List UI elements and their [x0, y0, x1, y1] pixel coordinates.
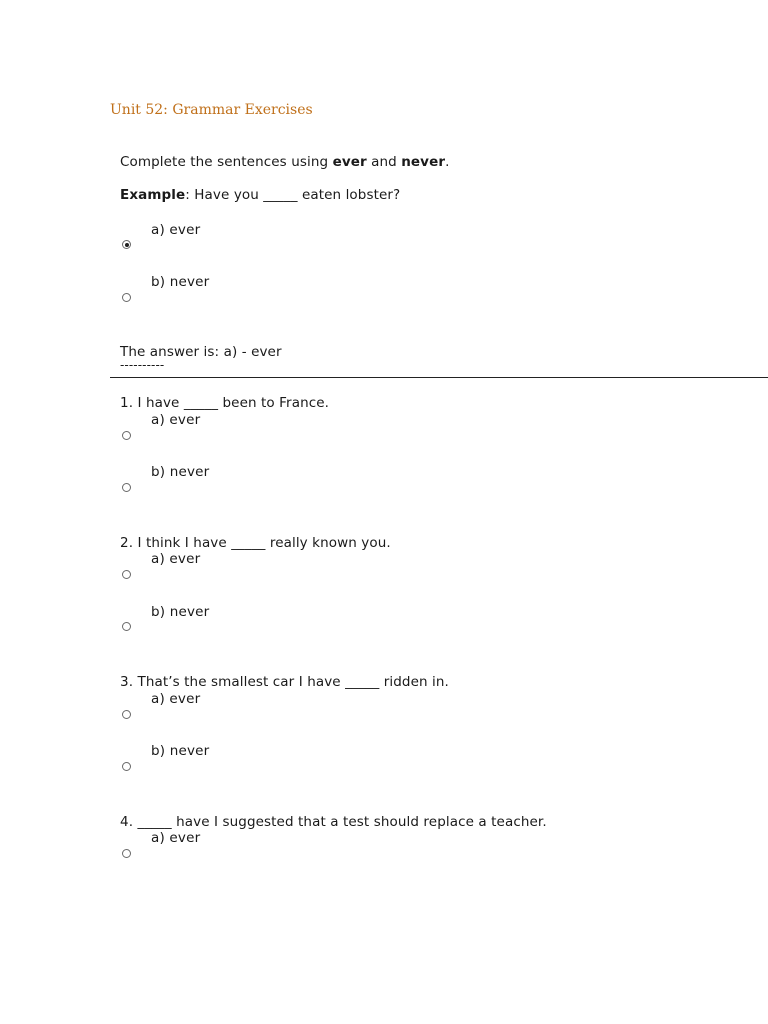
question-2-option-a-radio[interactable]	[122, 570, 131, 579]
question-3-text: 3. That’s the smallest car I have _____ ridden in.	[120, 674, 449, 690]
question-4-option-a-radio[interactable]	[122, 849, 131, 858]
question-4-option-a-label: a) ever	[151, 830, 201, 846]
question-1-option-b-label: b) never	[151, 464, 210, 480]
separator-dashes: ----------	[120, 358, 165, 372]
example-option-b-label: b) never	[151, 274, 210, 290]
example-option-a-radio[interactable]	[122, 240, 131, 249]
page-title: Unit 52: Grammar Exercises	[110, 102, 313, 118]
example-option-a-label: a) ever	[151, 222, 201, 238]
question-2-option-a-label: a) ever	[151, 551, 201, 567]
question-1-option-a-label: a) ever	[151, 412, 201, 428]
question-3-option-a-label: a) ever	[151, 691, 201, 707]
instructions-middle: and	[366, 154, 402, 170]
divider-line	[110, 377, 768, 378]
example-label: Example	[120, 187, 186, 203]
example-text: : Have you _____ eaten lobster?	[185, 187, 401, 203]
question-1-text: 1. I have _____ been to France.	[120, 395, 330, 411]
example-answer: The answer is: a) - ever	[120, 344, 282, 360]
instructions-word-ever: ever	[332, 154, 367, 170]
question-2-option-b-label: b) never	[151, 604, 210, 620]
question-2-option-b-radio[interactable]	[122, 622, 131, 631]
instructions-prefix: Complete the sentences using	[120, 154, 333, 170]
instructions	[120, 154, 450, 170]
question-3-option-b-radio[interactable]	[122, 762, 131, 771]
question-3-option-b-label: b) never	[151, 743, 210, 759]
question-1-option-a-radio[interactable]	[122, 431, 131, 440]
question-3-option-a-radio[interactable]	[122, 710, 131, 719]
instructions-suffix: .	[445, 154, 450, 170]
example-option-b-radio[interactable]	[122, 293, 131, 302]
question-1-option-b-radio[interactable]	[122, 483, 131, 492]
instructions-word-never: never	[401, 154, 446, 170]
question-4-text: 4. _____ have I suggested that a test should replace a teacher.	[120, 814, 547, 830]
example-question	[120, 187, 400, 203]
question-2-text: 2. I think I have _____ really known you.	[120, 535, 391, 551]
